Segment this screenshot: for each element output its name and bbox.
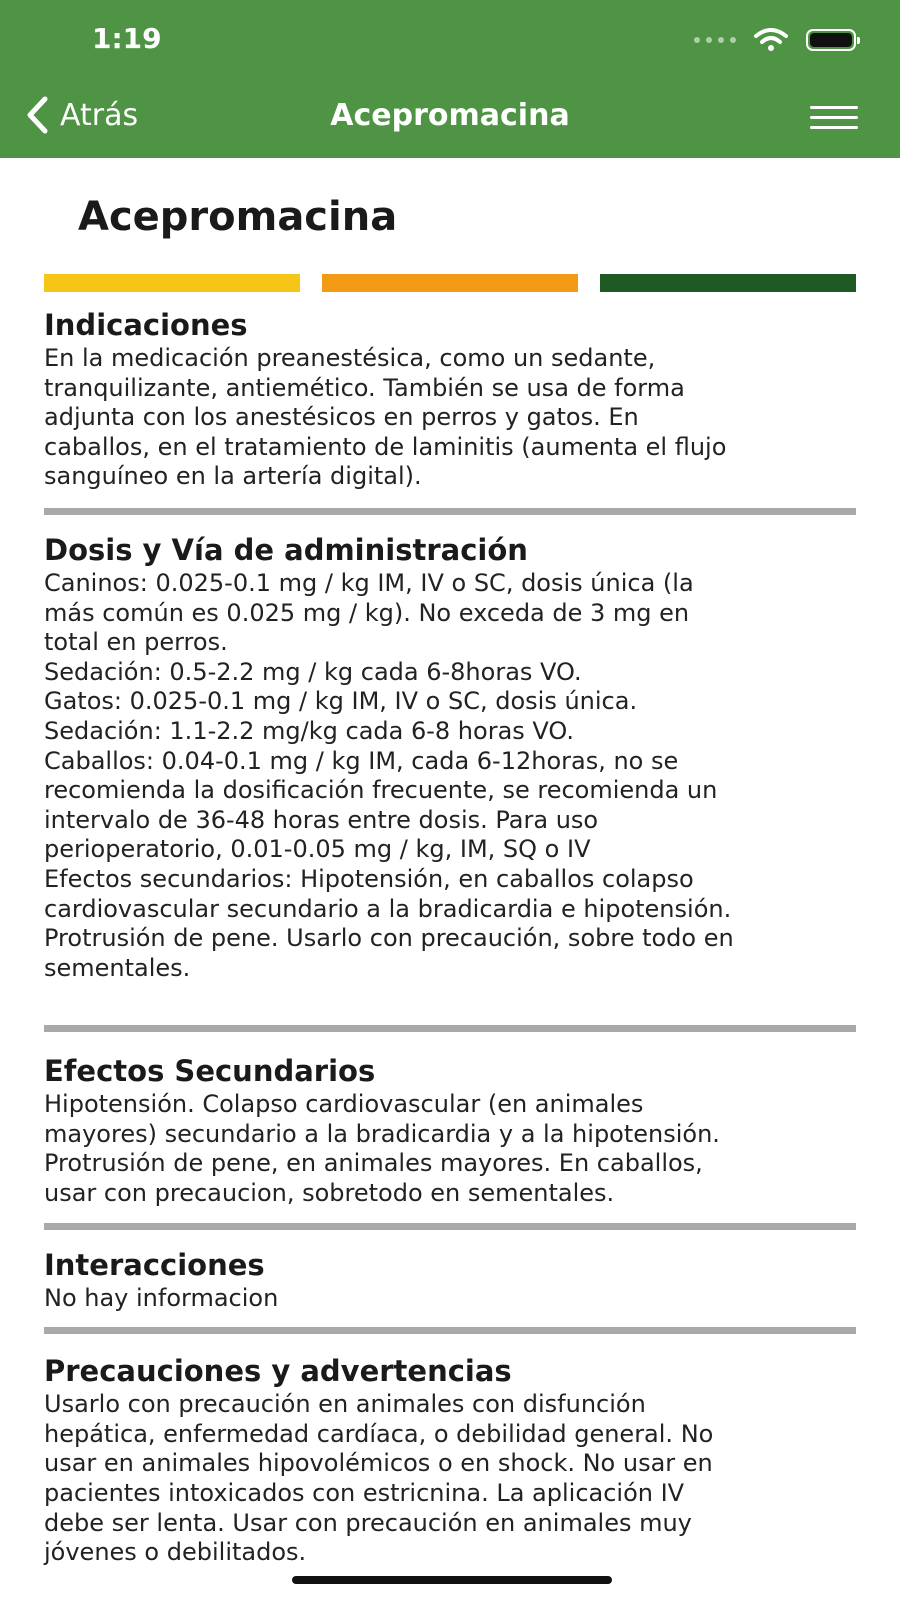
color-bar-green <box>600 274 856 292</box>
wifi-icon <box>754 28 788 52</box>
section-text: En la medicación preanestésica, como un sedante, tranquilizante, antiemético. También se usa de forma adjunta con los anestésicos en perros y gatos. En caballos, en el tratamiento de laminitis (aumenta el flujo sanguíneo en la artería digital). <box>44 344 727 491</box>
battery-icon <box>806 29 856 51</box>
divider <box>44 1327 856 1334</box>
status-time: 1:19 <box>92 22 162 55</box>
color-bars <box>44 274 856 292</box>
section-text: Hipotensión. Colapso cardiovascular (en animales mayores) secundario a la bradicardia y a la hipotensión. Protrusión de pene, en animales mayores. En caballos, usar con precaucion, sobretodo en sementales. <box>44 1090 720 1208</box>
menu-button[interactable] <box>810 106 858 130</box>
status-icons <box>694 28 856 52</box>
drug-detail <box>44 158 856 1568</box>
divider <box>44 508 856 515</box>
cellular-signal-icon <box>694 37 736 43</box>
section-efectos <box>44 1052 856 1208</box>
section-title: Interacciones <box>44 1247 265 1282</box>
section-dosis <box>44 531 856 983</box>
section-title: Indicaciones <box>44 308 248 342</box>
home-indicator[interactable] <box>292 1576 612 1584</box>
menu-icon <box>810 106 858 109</box>
section-text: Usarlo con precaución en animales con disfunción hepática, enfermedad cardíaca, o debilidad general. No usar en animales hipovolémicos o en shock. No usar en pacientes intoxicados con estricnina. La aplicación IV debe ser lenta. Usar con precaución en animales muy jóvenes o debilitados. <box>44 1390 714 1567</box>
section-title: Precauciones y advertencias <box>44 1354 512 1389</box>
drug-title: Acepromacina <box>78 194 398 240</box>
section-precauciones <box>44 1352 856 1568</box>
back-label: Atrás <box>60 97 139 133</box>
section-interacciones <box>44 1246 856 1314</box>
nav-header <box>0 0 900 158</box>
section-title: Efectos Secundarios <box>44 1054 376 1089</box>
section-text: Caninos: 0.025-0.1 mg / kg IM, IV o SC, dosis única (la más común es 0.025 mg / kg). No exceda de 3 mg en total en perros. Sedación: 0.5-2.2 mg / kg cada 6-8horas VO. Gatos: 0.025-0.1 mg / kg IM, IV o SC, dosis única. Sedación: 1.1-2.2 mg/kg cada 6-8 horas VO. Caballos: 0.04-0.1 mg / kg IM, cada 6-12horas, no se recomienda la dosificación frecuente, se recomienda un intervalo de 36-48 horas entre dosis. Para uso perioperatorio, 0.01-0.05 mg / kg, IM, SQ o IV Efectos secundarios: Hipotensión, en caballos colapso cardiovascular secundario a la bradicardia e hipotensión. Protrusión de pene. Usarlo con precaución, sobre todo en sementales. <box>44 568 734 982</box>
divider <box>44 1223 856 1230</box>
color-bar-orange <box>322 274 578 292</box>
divider <box>44 1025 856 1032</box>
section-title: Dosis y Vía de administración <box>44 532 528 567</box>
color-bar-yellow <box>44 274 300 292</box>
nav-title: Acepromacina <box>330 98 570 133</box>
section-indicaciones <box>44 306 856 492</box>
section-text: No hay informacion <box>44 1283 279 1312</box>
